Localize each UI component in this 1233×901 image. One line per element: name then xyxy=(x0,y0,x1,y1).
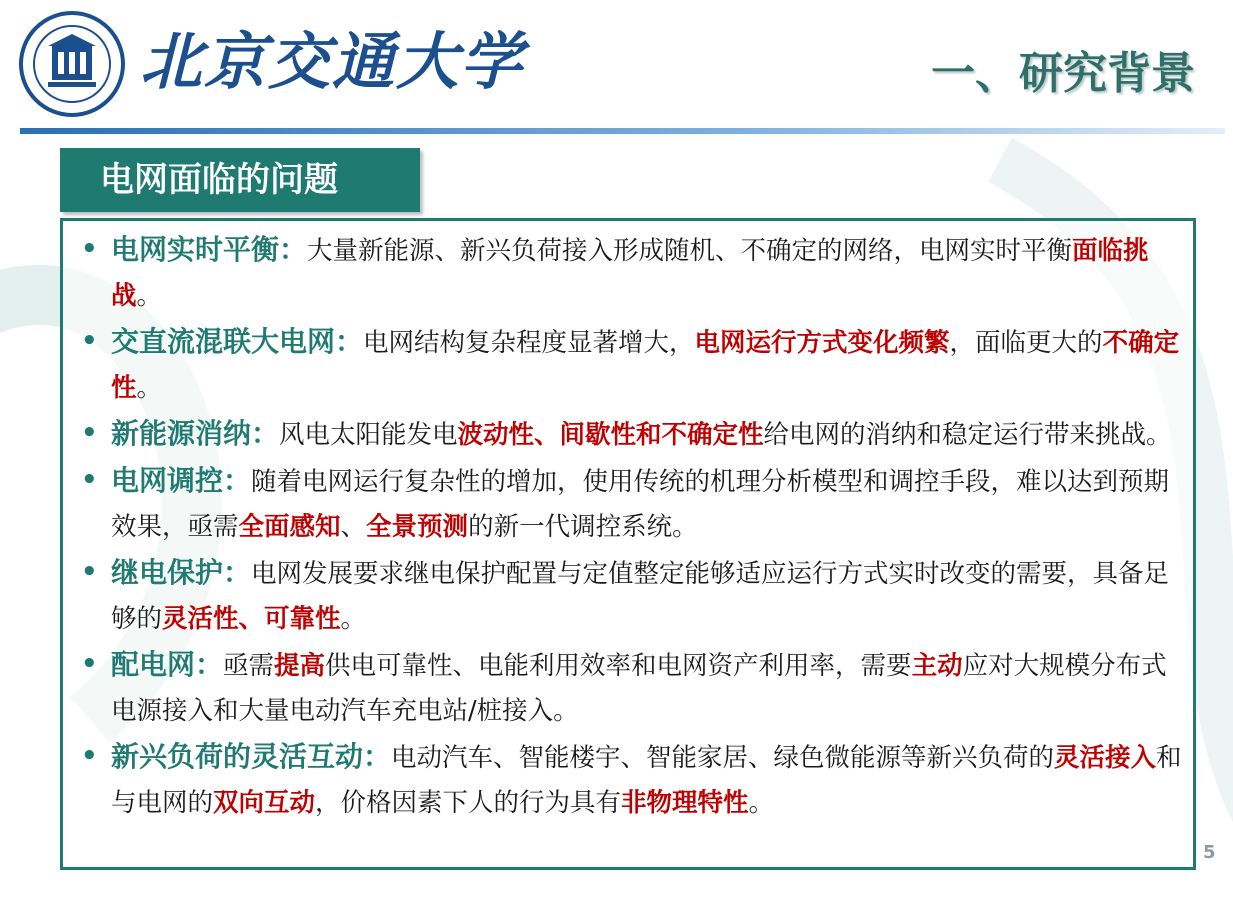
highlighted-text: 双向互动 xyxy=(213,788,316,818)
item-text: 和与电网的 xyxy=(111,743,1182,818)
item-term: 继电保护： xyxy=(111,556,252,589)
item-text: 供电可靠性、电能利用效率和电网资产利用率，需要 xyxy=(325,651,912,681)
section-title: 一、研究背景 xyxy=(931,48,1195,99)
highlighted-text: 全景预测 xyxy=(366,512,469,542)
item-text: 的新一代调控系统。 xyxy=(468,512,698,542)
item-text: 。 xyxy=(136,373,163,403)
list-item xyxy=(77,411,1187,458)
item-term: 电网实时平衡： xyxy=(111,233,308,266)
highlighted-text: 全面感知 xyxy=(238,512,341,542)
list-item xyxy=(77,642,1187,734)
item-term: 新兴负荷的灵活互动： xyxy=(111,740,392,773)
bullet-icon: • xyxy=(81,326,98,356)
highlighted-text: 电网运行方式变化频繁 xyxy=(694,328,950,358)
list-item xyxy=(77,319,1187,411)
item-term: 配电网： xyxy=(111,648,224,681)
list-item xyxy=(77,734,1187,826)
highlighted-text: 灵活接入 xyxy=(1054,743,1157,773)
bullet-icon: • xyxy=(81,741,98,771)
bullet-icon: • xyxy=(81,465,98,495)
item-text: 电动汽车、智能楼宇、智能家居、绿色微能源等新兴负荷的 xyxy=(391,743,1055,773)
highlighted-text: 波动性、间歇性和不确定性 xyxy=(457,420,764,450)
item-text: 随着电网运行复杂性的增加，使用传统的机理分析模型和调控手段，难以达到预期效果，亟需 xyxy=(111,467,1170,542)
bullet-icon: • xyxy=(81,234,98,264)
highlighted-text: 非物理特性 xyxy=(621,788,749,818)
university-seal-icon xyxy=(18,10,126,118)
item-term: 新能源消纳： xyxy=(111,417,280,450)
slide-header xyxy=(0,0,1233,135)
item-text: 亟需 xyxy=(223,651,275,681)
list-item xyxy=(77,550,1187,642)
highlighted-text: 面临挑战 xyxy=(111,236,1149,311)
bullet-icon: • xyxy=(81,557,98,587)
item-text: 。 xyxy=(340,604,367,634)
item-text: 。 xyxy=(748,788,775,818)
bullet-icon: • xyxy=(81,649,98,679)
topic-tab xyxy=(60,148,420,212)
list-item xyxy=(77,227,1187,319)
item-term: 电网调控： xyxy=(111,464,252,497)
highlighted-text: 主动 xyxy=(911,651,963,681)
issue-list xyxy=(77,227,1187,826)
item-text: 电网发展要求继电保护配置与定值整定能够适应运行方式实时改变的需要，具备足够的 xyxy=(111,559,1170,634)
item-text: ，面临更大的 xyxy=(949,328,1103,358)
highlighted-text: 灵活性、可靠性 xyxy=(162,604,341,634)
item-text: 给电网的消纳和稳定运行带来挑战。 xyxy=(763,420,1172,450)
item-term: 交直流混联大电网： xyxy=(111,325,364,358)
content-box xyxy=(60,218,1196,870)
highlighted-text: 提高 xyxy=(274,651,326,681)
item-text: 。 xyxy=(136,281,163,311)
highlighted-text: 不确定性 xyxy=(111,328,1180,403)
item-text: 大量新能源、新兴负荷接入形成随机、不确定的网络，电网实时平衡 xyxy=(307,236,1073,266)
list-item xyxy=(77,458,1187,550)
item-text: 电网结构复杂程度显著增大， xyxy=(363,328,695,358)
bullet-icon: • xyxy=(81,418,98,448)
item-text: 应对大规模分布式电源接入和大量电动汽车充电站/桩接入。 xyxy=(111,651,1167,726)
item-text: 风电太阳能发电 xyxy=(279,420,458,450)
university-name: 北京交通大学 xyxy=(140,25,525,98)
item-text: ，价格因素下人的行为具有 xyxy=(315,788,622,818)
page-number: 5 xyxy=(1203,842,1216,863)
item-text: 、 xyxy=(340,512,367,542)
topic-tab-label: 电网面临的问题 xyxy=(100,160,338,200)
header-divider xyxy=(20,128,1225,134)
